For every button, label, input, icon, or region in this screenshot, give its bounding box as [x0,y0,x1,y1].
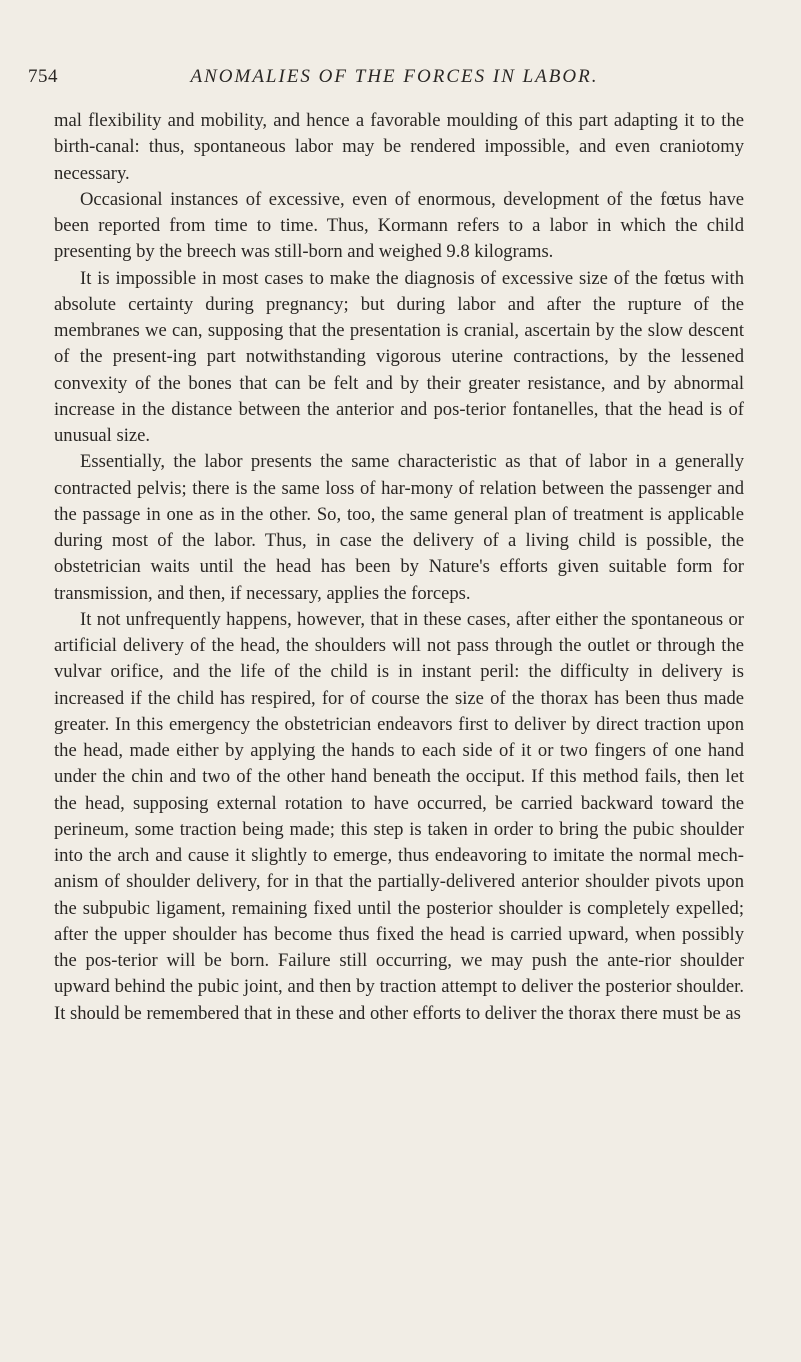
page-number: 754 [28,66,58,87]
running-head: ANOMALIES OF THE FORCES IN LABOR. [190,66,599,87]
body-text [54,108,744,1027]
paragraph-diagnosis: It is impossible in most cases to make the diagnosis of excessive size of the fœtus with absolute certainty during pregnancy; but during labor and after the rupture of the membranes we can, supposing that the presentation is cranial, ascertain by the slow descent of the present-ing part notwithstanding vigorous uterine contractions, by the lessened convexity of the bones that can be felt and by their greater resistance, and by abnormal increase in the distance between the anterior and pos-terior fontanelles, that the head is of unusual size. [54,267,744,446]
paragraph-shoulder-delivery: It not unfrequently happens, however, that in these cases, after either the spontaneous or artificial delivery of the head, the shoulders will not pass through the outlet or through the vulvar orifice, and the life of the child is in instant peril: the difficulty in delivery is increased if the child has respired, for of course the size of the thorax has been thus made greater. In this emergency the obstetrician endeavors first to deliver by direct traction upon the head, made either by applying the hands to each side of it or two fingers of one hand under the chin and two of the other hand beneath the occiput. If this method fails, then let the head, supposing external rotation to have occurred, be carried backward toward the perineum, some traction being made; this step is taken in order to bring the pubic shoulder into the arch and cause it slightly to emerge, thus endeavoring to imitate the normal mech-anism of shoulder delivery, for in that the partially-delivered anterior shoulder pivots upon the subpubic ligament, remaining fixed until the posterior shoulder is completely expelled; after the upper shoulder has become thus fixed the head is carried upward, when possibly the pos-terior will be born. Failure still occurring, we may push the ante-rior shoulder upward behind the pubic joint, and then by traction attempt to deliver the posterior shoulder. It should be remembered that in these and other efforts to deliver the thorax there must be as [54,608,744,1024]
page-header [28,66,761,96]
paragraph-excessive-development: Occasional instances of excessive, even of enormous, development of the fœtus have been reported from time to time. Thus, Kormann refers to a labor in which the child presenting by the breech was still-born and weighed 9.8 kilograms. [54,188,744,263]
paragraph-treatment: Essentially, the labor presents the same characteristic as that of labor in a generally contracted pelvis; there is the same loss of har-mony of relation between the passenger and the passage in one as in the other. So, too, the same general plan of treatment is applicable during most of the labor. Thus, in case the delivery of a living child is possible, the obstetrician waits until the head has been by Nature's efforts given suitable form for transmission, and then, if necessary, applies the forceps. [54,451,744,604]
paragraph-continued: mal flexibility and mobility, and hence a favorable moulding of this part adapting it to the birth-canal: thus, spontaneous labor may be rendered impossible, and even craniotomy necessary. [54,110,744,184]
